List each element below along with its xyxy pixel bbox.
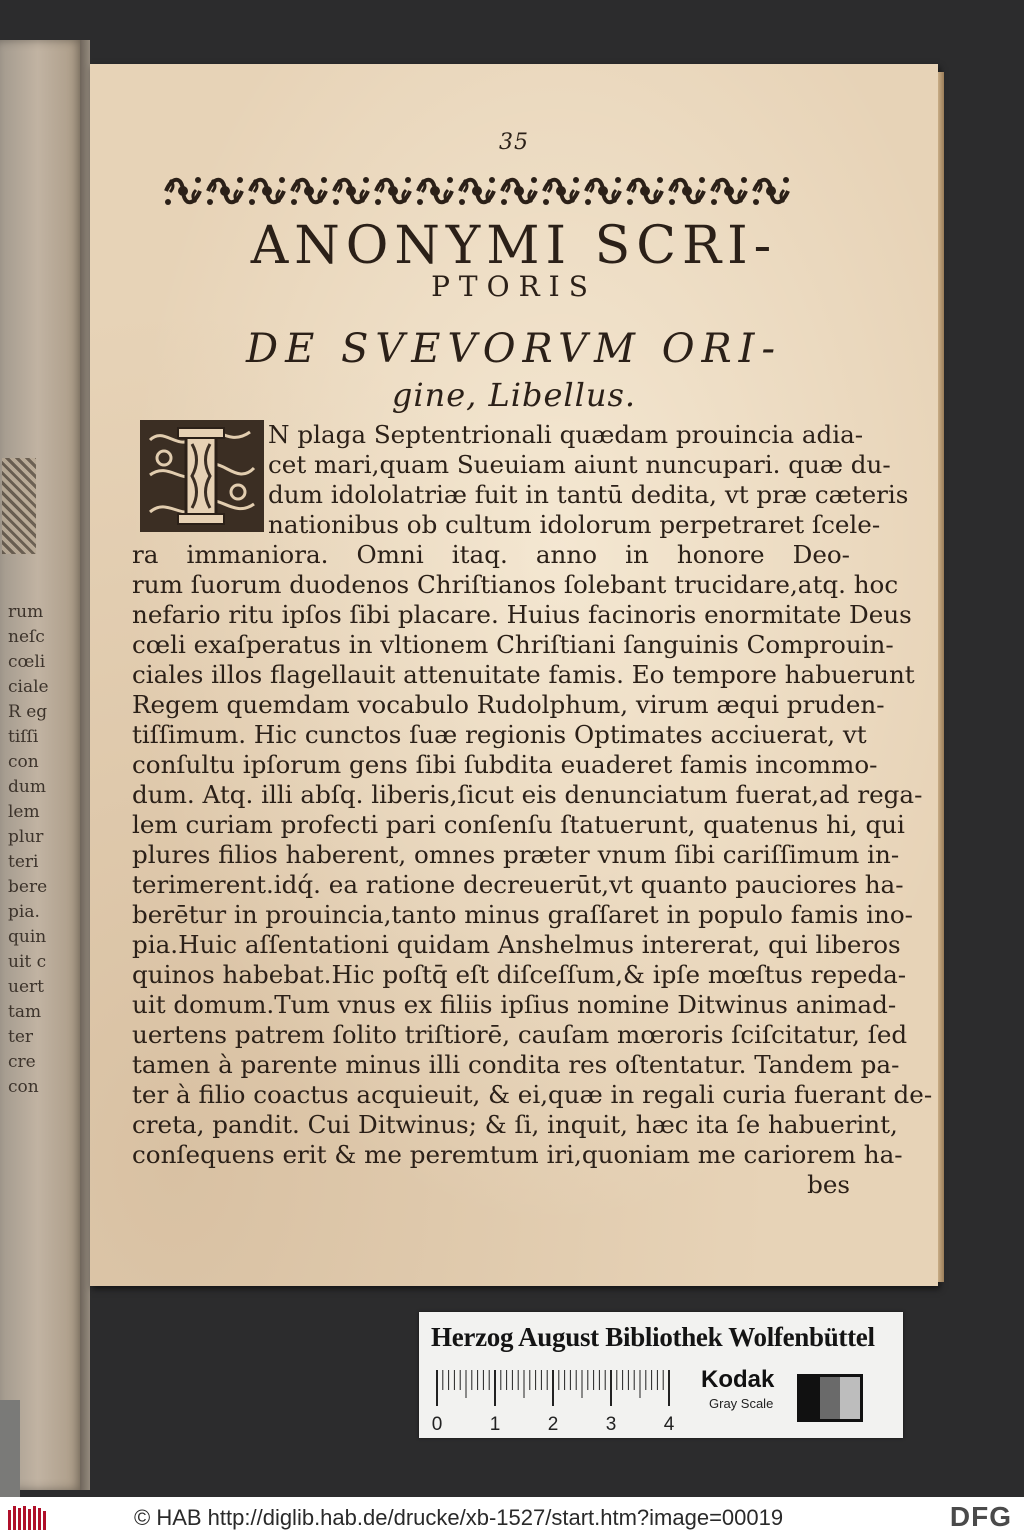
body-line: lem curiam profecti pari conſenſu ſtatuerunt, quatenus hi, qui [132,810,905,839]
ornament-band [162,172,792,210]
body-line: tamen à parente minus illi condita res oſtentatur. Tandem pa- [132,1050,900,1079]
body-line: quinos habebat.Hic poſtq̄ eſt diſceſſum,& ipſe mœſtus repeda- [132,960,907,989]
scale-number: 2 [547,1414,559,1434]
library-name: Herzog August Bibliothek Wolfenbüttel [431,1322,875,1352]
facing-page-fragment: bere [8,877,48,897]
body-line: nationibus ob cultum idolorum perpetraret ſcele- [268,510,881,539]
scale-number: 4 [663,1414,675,1434]
facing-page-fragment: ciale [8,677,49,697]
body-line: conſultu ipſorum gens ſibi ſubdita euaderet famis incommo- [132,750,878,779]
facing-page-edge [80,40,90,1490]
hab-logo-icon [8,1506,48,1530]
facing-page-fragment: dum [8,777,46,797]
footer-bar [0,1497,1024,1537]
body-line: tiſſimum. Hic cunctos ſuæ regionis Optimates acciuerat, vt [132,720,867,749]
facing-page-ornament [2,458,36,554]
facing-page-fragment: ter [8,1027,34,1047]
body-line: nefario ritu ipſos ſibi placare. Huius facinoris enormitate Deus [132,600,912,629]
facing-page-fragment: teri [8,852,39,872]
facing-page-fragment: uert [8,977,44,997]
dfg-logo: DFG [949,1501,1012,1532]
facing-page-fragment: rum [8,602,44,622]
facing-page-fragment: uit c [8,952,47,972]
title-line-4: gine, Libellus. [391,376,637,414]
title-line-1: ANONYMI SCRI- [250,216,778,276]
body-text [132,420,933,1200]
body-line: dum. Atq. illi abſq. liberis,ſicut eis denunciatum fuerat,ad rega- [132,780,923,809]
library-label-card [419,1312,903,1438]
facing-page-fragment: tam [8,1002,42,1022]
kodak-logo: Kodak [701,1366,775,1393]
source-url-link[interactable]: © HAB http://diglib.hab.de/drucke/xb-1527/start.htm?image=00019 [134,1505,784,1530]
measurement-scale [429,1366,699,1434]
body-line: conſequens erit & me peremtum iri,quoniam me cariorem ha- [132,1140,903,1169]
facing-page-fragment: plur [8,827,44,847]
scale-number: 3 [605,1414,617,1434]
facing-page-fragment: cre [8,1052,36,1072]
gray-swatch [820,1377,840,1419]
body-line: bes [807,1170,850,1199]
scale-number: 1 [489,1414,501,1434]
body-line: plures filios haberent, omnes præter vnum ſibi cariſſimum in- [132,840,900,869]
body-line: rum ſuorum duodenos Chriſtianos ſolebant trucidare,atq. hoc [132,570,899,599]
body-line: ter à filio coactus acquieuit, & ei,quæ in regali curia fuerant de- [132,1080,933,1109]
facing-page-fragment: neſc [8,627,45,647]
gray-swatch [800,1377,820,1419]
facing-page-left [0,40,84,1490]
body-line: uertens patrem ſolito triſtiorē, cauſam mœroris ſciſcitatur, ſed [132,1020,908,1049]
facing-page-fragment: con [8,1077,39,1097]
gray-swatch [840,1377,860,1419]
body-line: cœli exaſperatus in vltionem Chriſtiani ſanguinis Comprouin- [132,630,894,659]
gray-scale-swatches [797,1374,863,1422]
body-line: dum idololatriæ fuit in tantū dedita, vt præ cæteris [268,480,909,509]
gray-scale-label: Gray Scale [709,1396,774,1411]
page-number: 35 [499,130,529,155]
title-line-3: DE SVEVORVM ORI- [246,326,782,372]
body-line: cet mari,quam Sueuiam aiunt nuncupari. quæ du- [268,450,891,479]
body-line: Regem quemdam vocabulo Rudolphum, virum æqui pruden- [132,690,885,719]
body-line: berētur in prouincia,tanto minus graſſaret in populo famis ino- [132,900,913,929]
body-line: pia.Huic aſſentationi quidam Anshelmus intererat, qui liberos [132,930,901,959]
facing-page-fragment: pia. [8,902,40,922]
page-fore-edge [938,72,944,1282]
facing-page-fragment: lem [8,802,40,822]
facing-page-fragment: R eg [8,702,48,722]
body-line: terimerent.idq́. ea ratione decreuerūt,vt quanto pauciores ha- [132,870,904,899]
body-line: ciales illos flagellauit attenuitate famis. Eo tempore habuerunt [132,660,915,689]
body-line: creta, pandit. Cui Ditwinus; & ſi, inquit, hæc ita ſe habuerint, [132,1110,898,1139]
document-page [90,64,938,1286]
facing-page-fragment: cœli [8,652,46,672]
scale-number: 0 [431,1414,443,1434]
title-line-2: PTORIS [431,270,597,303]
facing-page-fragment: quin [8,927,47,947]
facing-page-fragment: con [8,752,39,772]
facing-page-text [8,600,80,1100]
facing-page-fragment: tiſſi [8,727,39,747]
body-line: uit domum.Tum vnus ex filiis ipſius nomine Ditwinus animad- [132,990,897,1019]
body-line: ra immaniora. Omni itaq. anno in honore Deo- [132,540,850,569]
body-line: N plaga Septentrionali quædam prouincia adia- [268,420,864,449]
